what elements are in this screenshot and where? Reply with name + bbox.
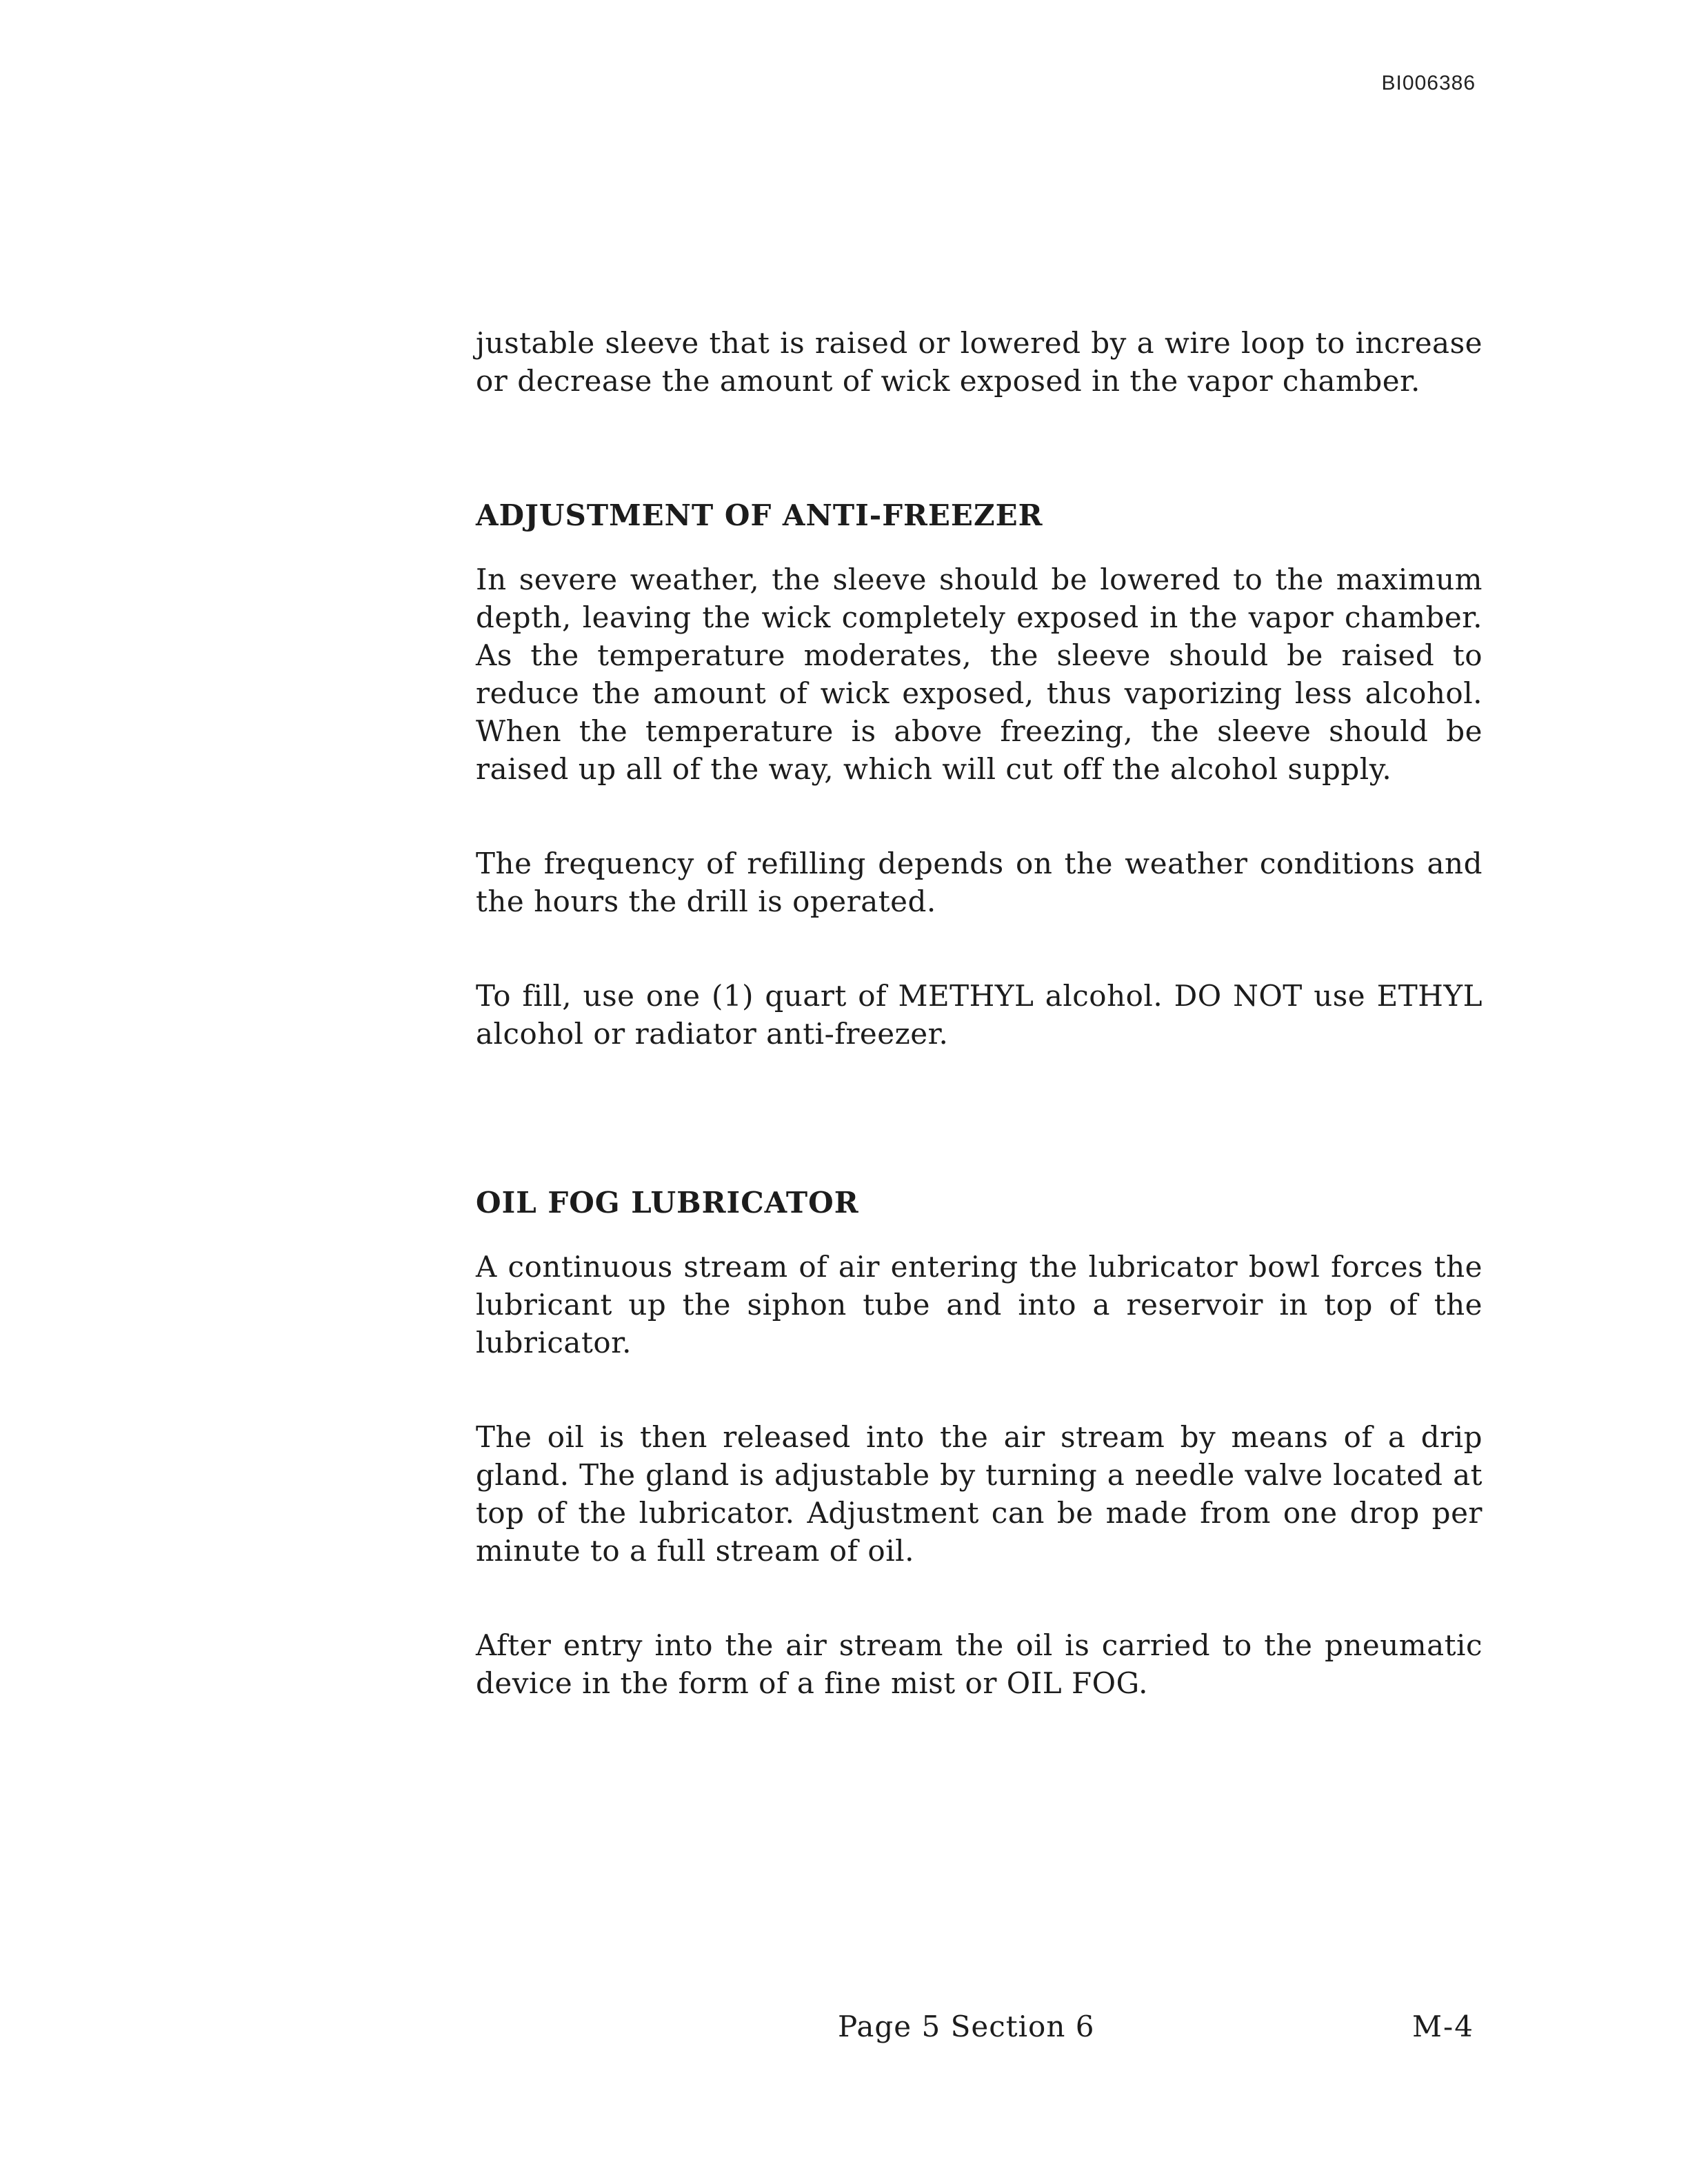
section-heading-anti-freezer: ADJUSTMENT OF ANTI-FREEZER (476, 498, 1043, 532)
page-code: M-4 (1412, 2010, 1474, 2043)
paragraph-anti-freezer-3: To fill, use one (1) quart of METHYL alcohol. DO NOT use ETHYL alcohol or radiator anti-freezer. (476, 979, 1483, 1051)
spacer (476, 920, 1483, 977)
paragraph-oil-fog-3: After entry into the air stream the oil is carried to the pneumatic device in the form of a fine mist or OIL FOG. (476, 1628, 1483, 1700)
spacer (476, 400, 1483, 496)
paragraph-anti-freezer-2: The frequency of refilling depends on the weather conditions and the hours the drill is operated. (476, 847, 1483, 918)
document-id: BI006386 (1381, 72, 1476, 94)
paragraph-oil-fog-2: The oil is then released into the air stream by means of a drip gland. The gland is adjustable by turning a needle valve located at top of the lubricator. Adjustment can be made from one drop per minute to a full stream of oil. (476, 1420, 1483, 1568)
spacer (476, 788, 1483, 845)
spacer (476, 1570, 1483, 1626)
page-section-label: Page 5 Section 6 (838, 2010, 1095, 2043)
spacer (476, 1222, 1483, 1248)
spacer (476, 1362, 1483, 1418)
spacer (476, 1053, 1483, 1184)
intro-paragraph: justable sleeve that is raised or lowered by a wire loop to increase or decrease the amount of wick exposed in the vapor chamber. (476, 326, 1483, 398)
paragraph-oil-fog-1: A continuous stream of air entering the lubricator bowl forces the lubricant up the siphon tube and into a reservoir in top of the lubricator. (476, 1250, 1483, 1359)
section-heading-oil-fog: OIL FOG LUBRICATOR (476, 1186, 859, 1220)
paragraph-anti-freezer-1: In severe weather, the sleeve should be lowered to the maximum depth, leaving the wick completely exposed in the vapor chamber. As the temperature moderates, the sleeve should be raised to reduce the amount of wick exposed, thus vaporizing less alcohol. When the temperature is above freezing, the sleeve should be raised up all of the way, which will cut off the alcohol supply. (476, 563, 1483, 786)
spacer (476, 534, 1483, 560)
page-content (476, 324, 1483, 1702)
